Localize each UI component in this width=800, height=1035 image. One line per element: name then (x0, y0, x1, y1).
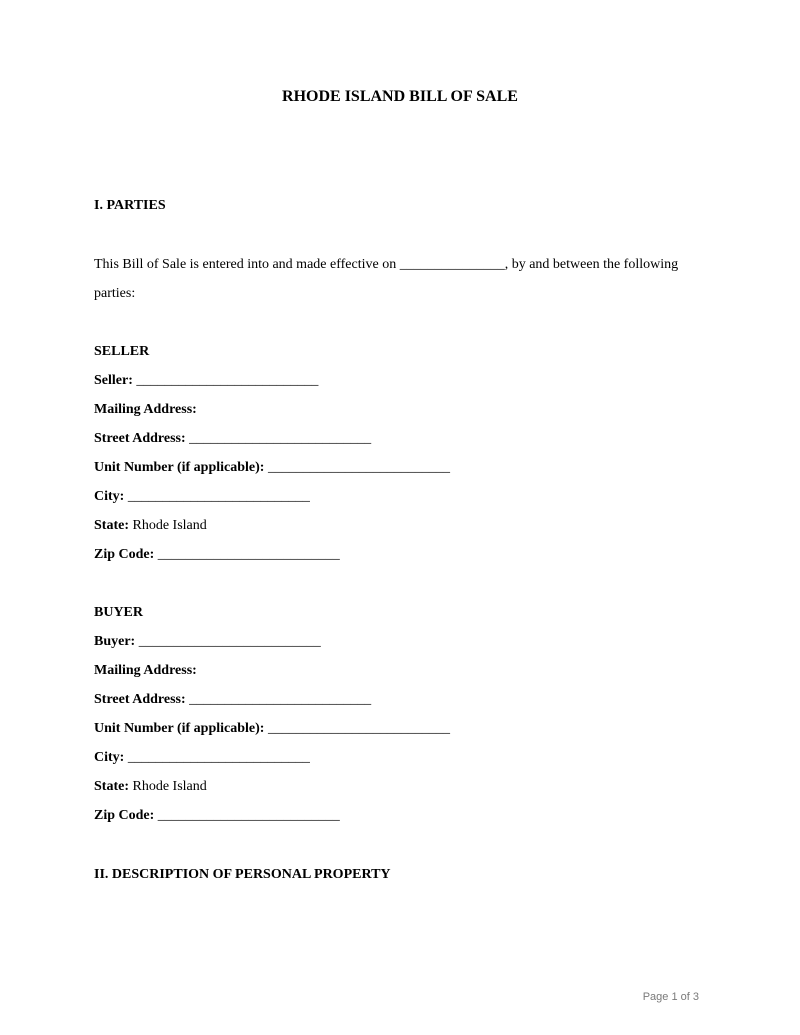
buyer-zip-field (94, 807, 340, 825)
buyer-zip-label: Zip Code: (94, 808, 155, 823)
buyer-name-field (94, 633, 321, 651)
seller-zip-field (94, 546, 340, 564)
seller-city-label: City: (94, 489, 125, 504)
buyer-name-label: Buyer: (94, 634, 136, 649)
buyer-street-label: Street Address: (94, 692, 186, 707)
seller-street-blank: __________________________ (189, 431, 372, 446)
seller-state-label: State: (94, 518, 129, 533)
seller-heading: SELLER (94, 344, 150, 359)
seller-zip-label: Zip Code: (94, 547, 155, 562)
section-heading-parties: I. PARTIES (94, 198, 166, 213)
seller-zip-blank: __________________________ (157, 547, 340, 562)
buyer-city-label: City: (94, 750, 125, 765)
buyer-heading: BUYER (94, 605, 144, 620)
seller-city-field (94, 488, 310, 506)
seller-state-field (94, 517, 207, 535)
buyer-city-blank: __________________________ (127, 750, 310, 765)
section-heading-description: II. DESCRIPTION OF PERSONAL PROPERTY (94, 867, 391, 882)
seller-city-blank: __________________________ (127, 489, 310, 504)
buyer-city-field (94, 749, 310, 767)
buyer-name-blank: __________________________ (138, 634, 321, 649)
buyer-state-label: State: (94, 779, 129, 794)
intro-line-2: parties: (94, 286, 136, 301)
page-number: Page 1 of 3 (642, 991, 699, 1003)
seller-name-label: Seller: (94, 373, 133, 388)
seller-mailing-label: Mailing Address: (94, 402, 197, 417)
document-title: RHODE ISLAND BILL OF SALE (282, 88, 518, 105)
buyer-unit-label: Unit Number (if applicable): (94, 721, 265, 736)
seller-unit-field (94, 459, 450, 477)
seller-name-field (94, 372, 318, 390)
seller-street-field (94, 430, 371, 448)
seller-name-blank: __________________________ (136, 373, 319, 388)
buyer-street-blank: __________________________ (189, 692, 372, 707)
intro-line-1: This Bill of Sale is entered into and made effective on _______________, by and between the following (94, 257, 679, 272)
buyer-zip-blank: __________________________ (157, 808, 340, 823)
seller-state-value: Rhode Island (132, 518, 207, 533)
buyer-state-field (94, 778, 207, 796)
buyer-unit-blank: __________________________ (267, 721, 450, 736)
buyer-state-value: Rhode Island (132, 779, 207, 794)
buyer-mailing-label: Mailing Address: (94, 663, 197, 678)
seller-unit-label: Unit Number (if applicable): (94, 460, 265, 475)
buyer-unit-field (94, 720, 450, 738)
seller-street-label: Street Address: (94, 431, 186, 446)
seller-unit-blank: __________________________ (267, 460, 450, 475)
buyer-street-field (94, 691, 371, 709)
